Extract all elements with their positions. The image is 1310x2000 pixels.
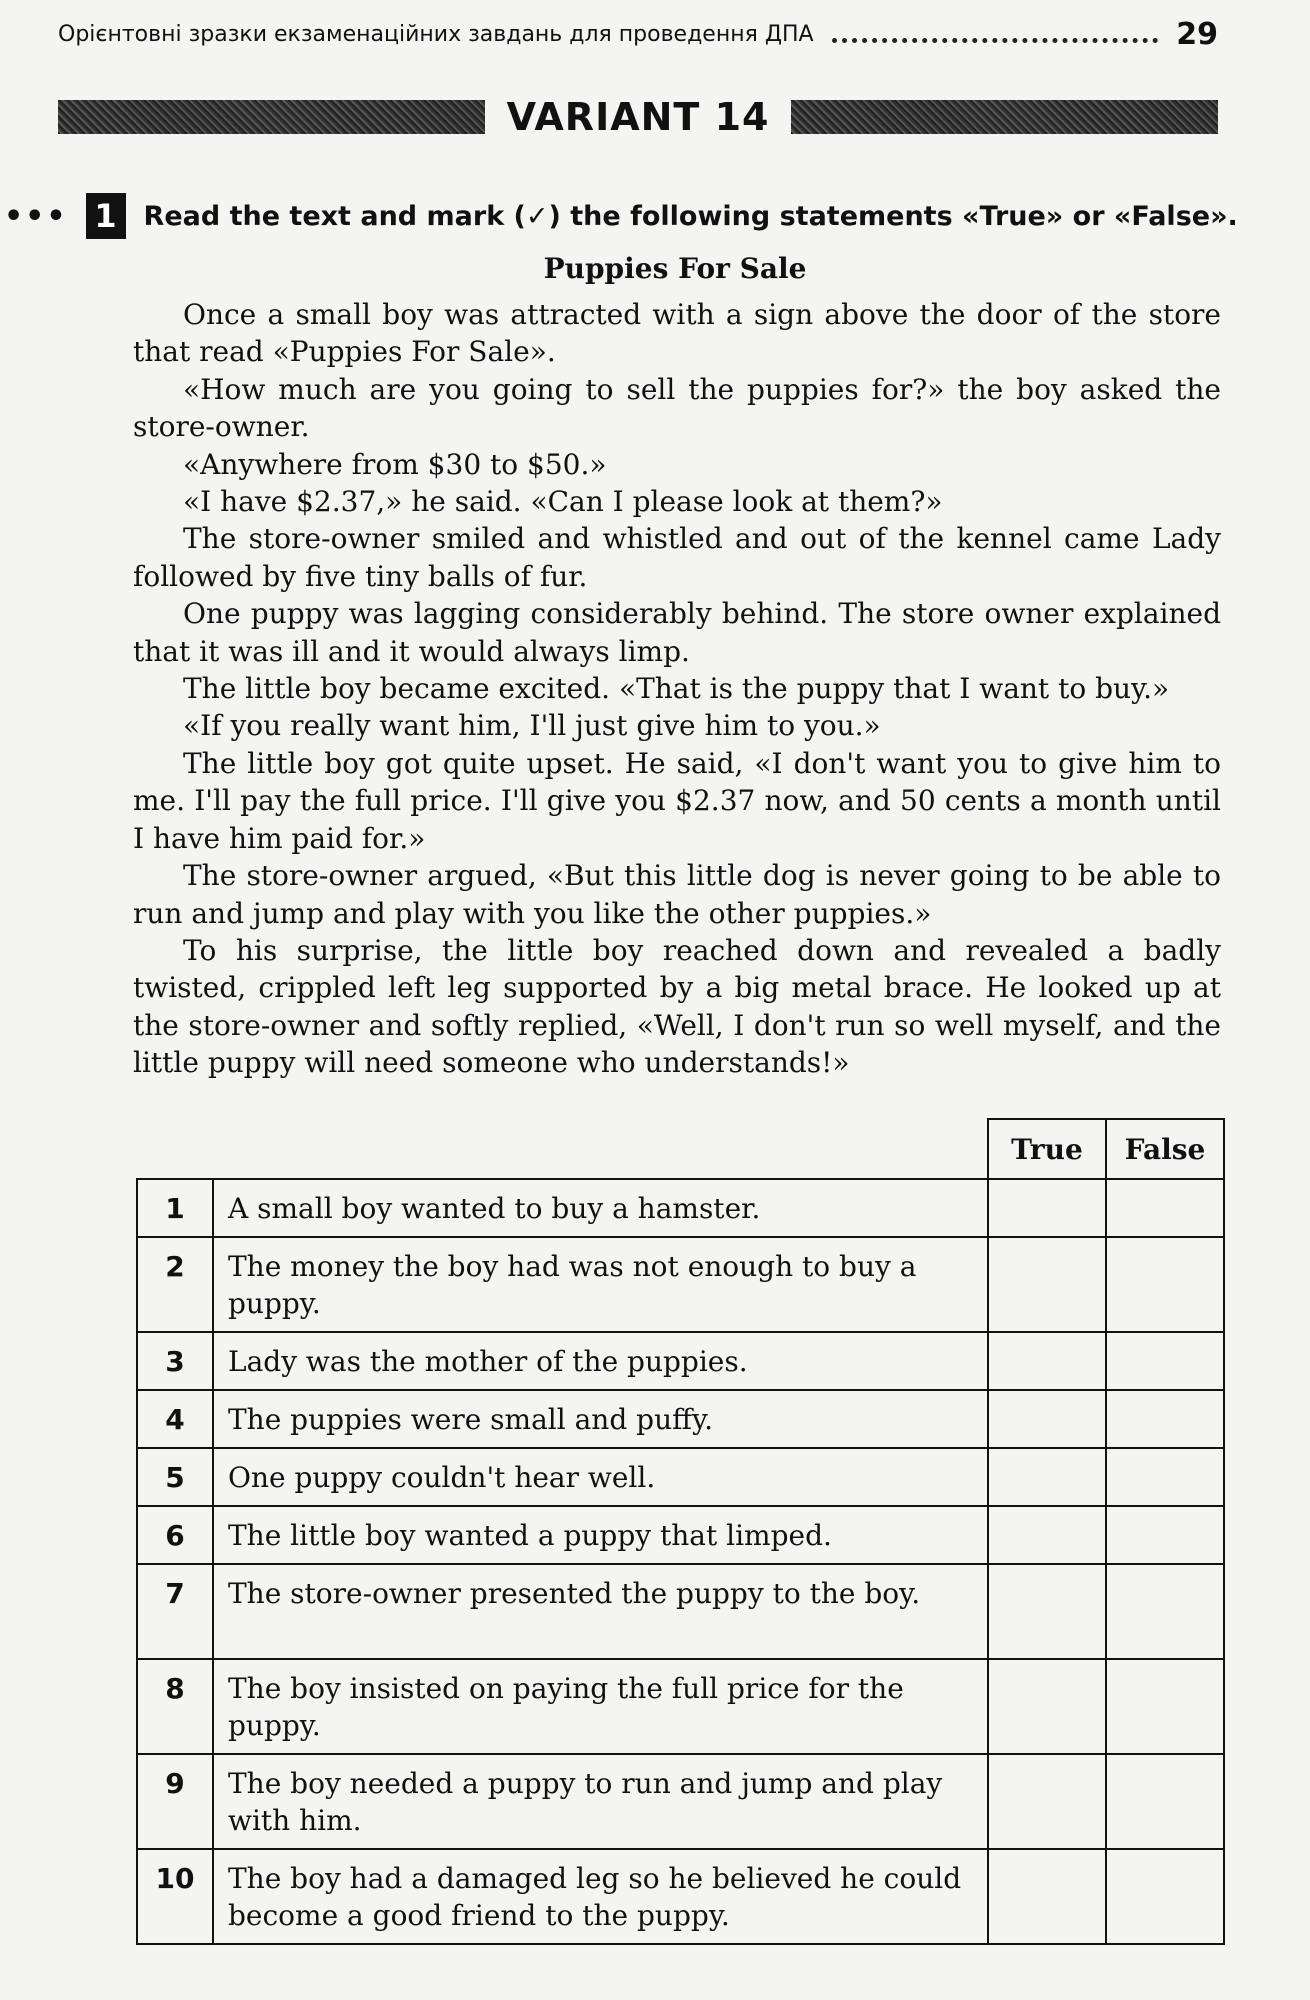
story-paragraph: «Anywhere from $30 to $50.» <box>183 447 607 481</box>
statement-number: 1 <box>137 1179 213 1237</box>
false-answer-cell[interactable] <box>1106 1332 1224 1390</box>
story-paragraph: «How much are you going to sell the puppies for?» the boy asked the store-owner. <box>133 372 1221 444</box>
true-answer-cell[interactable] <box>988 1849 1106 1944</box>
table-row <box>137 1754 1224 1849</box>
story-paragraph: «I have $2.37,» he said. «Can I please look at them?» <box>183 485 943 519</box>
true-answer-cell[interactable] <box>988 1390 1106 1448</box>
statement-text: The boy needed a puppy to run and jump and play with him. <box>213 1754 988 1849</box>
statement-number: 6 <box>137 1506 213 1564</box>
true-answer-cell[interactable] <box>988 1564 1106 1659</box>
statement-number: 5 <box>137 1448 213 1506</box>
story-paragraph: One puppy was lagging considerably behind. The store owner explained that it was ill and it would always limp. <box>133 597 1221 668</box>
task-instruction: Read the text and mark (✓) the following statements «True» or «False». <box>143 200 1238 232</box>
statement-text: The store-owner presented the puppy to the boy. <box>213 1564 988 1659</box>
false-answer-cell[interactable] <box>1106 1448 1224 1506</box>
story-paragraph: The store-owner smiled and whistled and out of the kennel came Lady followed by five tiny balls of fur. <box>133 522 1221 593</box>
table-row <box>137 1179 1224 1237</box>
table-row <box>137 1390 1224 1448</box>
true-answer-cell[interactable] <box>988 1237 1106 1332</box>
story-paragraph: The little boy became excited. «That is the puppy that I want to buy.» <box>183 672 1170 706</box>
false-answer-cell[interactable] <box>1106 1179 1224 1237</box>
false-answer-cell[interactable] <box>1106 1506 1224 1564</box>
variant-title: VARIANT 14 <box>506 95 770 139</box>
task-heading <box>0 190 1250 242</box>
true-column-header: True <box>988 1119 1106 1179</box>
banner-bar-right <box>791 100 1218 134</box>
variant-banner <box>58 92 1218 142</box>
task-number-badge: 1 <box>86 193 126 239</box>
true-answer-cell[interactable] <box>988 1506 1106 1564</box>
table-row <box>137 1448 1224 1506</box>
banner-bar-left <box>58 100 485 134</box>
false-answer-cell[interactable] <box>1106 1390 1224 1448</box>
story-paragraph: To his surprise, the little boy reached down and revealed a badly twisted, crippled left leg supported by a big metal brace. He looked up at the store-owner and softly replied, «Well, I don't run so well myself, and the little puppy will need someone who understands!» <box>133 933 1221 1080</box>
false-column-header: False <box>1106 1119 1224 1179</box>
statement-text: The money the boy had was not enough to buy a puppy. <box>213 1237 988 1332</box>
statement-number: 9 <box>137 1754 213 1849</box>
false-answer-cell[interactable] <box>1106 1564 1224 1659</box>
story-paragraph: «If you really want him, I'll just give him to you.» <box>183 709 881 743</box>
true-false-table <box>136 1118 1225 1945</box>
table-row <box>137 1332 1224 1390</box>
running-header <box>58 14 1218 54</box>
false-answer-cell[interactable] <box>1106 1754 1224 1849</box>
table-row <box>137 1849 1224 1944</box>
story-paragraph: Once a small boy was attracted with a sign above the door of the store that read «Puppies For Sale». <box>133 298 1221 369</box>
statement-text: One puppy couldn't hear well. <box>213 1448 988 1506</box>
story-paragraph: The store-owner argued, «But this little dog is never going to be able to run and jump and play with you like the other puppies.» <box>133 859 1221 930</box>
statement-number: 8 <box>137 1659 213 1754</box>
true-answer-cell[interactable] <box>988 1448 1106 1506</box>
true-answer-cell[interactable] <box>988 1659 1106 1754</box>
statement-text: A small boy wanted to buy a hamster. <box>213 1179 988 1237</box>
page-number: 29 <box>1176 16 1218 52</box>
statement-text: The boy had a damaged leg so he believed he could become a good friend to the puppy. <box>213 1849 988 1944</box>
statement-number: 10 <box>137 1849 213 1944</box>
statement-text: The puppies were small and puffy. <box>213 1390 988 1448</box>
statement-text: The little boy wanted a puppy that limped. <box>213 1506 988 1564</box>
table-row <box>137 1237 1224 1332</box>
statement-number: 7 <box>137 1564 213 1659</box>
story-paragraph: The little boy got quite upset. He said, «I don't want you to give him to me. I'll pay the full price. I'll give you $2.37 now, and 50 cents a month until I have him paid for.» <box>133 746 1221 855</box>
statement-number: 2 <box>137 1237 213 1332</box>
statement-number: 4 <box>137 1390 213 1448</box>
false-answer-cell[interactable] <box>1106 1659 1224 1754</box>
statement-text: Lady was the mother of the puppies. <box>213 1332 988 1390</box>
story-title: Puppies For Sale <box>543 252 807 285</box>
statement-number: 3 <box>137 1332 213 1390</box>
table-row <box>137 1564 1224 1659</box>
true-answer-cell[interactable] <box>988 1332 1106 1390</box>
true-answer-cell[interactable] <box>988 1179 1106 1237</box>
table-row <box>137 1506 1224 1564</box>
false-answer-cell[interactable] <box>1106 1849 1224 1944</box>
table-header-row <box>137 1119 1224 1179</box>
running-title: Орієнтовні зразки екзаменаційних завдань для проведення ДПА <box>58 21 814 47</box>
true-answer-cell[interactable] <box>988 1754 1106 1849</box>
leader-dots <box>832 26 1159 43</box>
false-answer-cell[interactable] <box>1106 1237 1224 1332</box>
story-text <box>133 296 1221 1082</box>
statement-text: The boy insisted on paying the full price for the puppy. <box>213 1659 988 1754</box>
table-row <box>137 1659 1224 1754</box>
task-dots: ••• <box>4 198 68 234</box>
